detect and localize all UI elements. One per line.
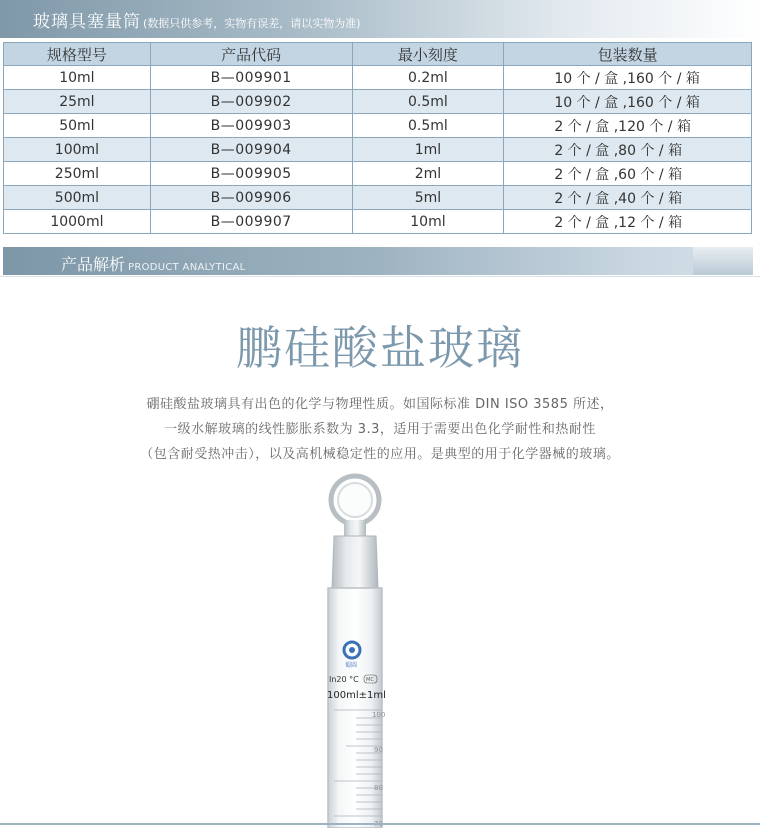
scale-label: 90 <box>374 746 383 754</box>
table-cell: B—009905 <box>150 162 352 186</box>
section-title <box>61 252 246 275</box>
table-cell: 0.5ml <box>352 90 504 114</box>
table-cell: 0.2ml <box>352 66 504 90</box>
table-cell: 2 个 / 盒 ,60 个 / 箱 <box>504 162 752 186</box>
table-cell: 50ml <box>4 114 151 138</box>
table-row <box>4 186 752 210</box>
scale-label: 100 <box>372 711 386 719</box>
section-divider <box>0 276 760 277</box>
table-cell: 0.5ml <box>352 114 504 138</box>
brand-text: 蜀圆 <box>345 662 358 669</box>
spec-table <box>3 42 752 234</box>
table-cell: 25ml <box>4 90 151 114</box>
table-cell: 500ml <box>4 186 151 210</box>
graduated-cylinder-image <box>300 470 410 828</box>
table-cell: 100ml <box>4 138 151 162</box>
column-header: 规格型号 <box>4 43 151 66</box>
page-header-bar <box>0 0 760 38</box>
table-cell: 2 个 / 盒 ,120 个 / 箱 <box>504 114 752 138</box>
table-cell: B—009902 <box>150 90 352 114</box>
table-row <box>4 90 752 114</box>
page-title-note: (数据只供参考，实物有误差，请以实物为准) <box>143 17 361 30</box>
column-header: 包装数量 <box>504 43 752 66</box>
section-decor-tab <box>693 247 753 275</box>
table-cell: 250ml <box>4 162 151 186</box>
temperature-text: In20 °C <box>329 675 359 684</box>
table-row <box>4 138 752 162</box>
table-cell: 10 个 / 盒 ,160 个 / 箱 <box>504 90 752 114</box>
table-cell: 10 个 / 盒 ,160 个 / 箱 <box>504 66 752 90</box>
table-cell: 1ml <box>352 138 504 162</box>
table-cell: B—009906 <box>150 186 352 210</box>
table-header-row <box>4 43 752 66</box>
section-header-bar <box>3 247 753 275</box>
description-line: 一级水解玻璃的线性膨胀系数为 3.3，适用于需要出色化学耐性和热耐性 <box>164 422 596 437</box>
description-line: （包含耐受热冲击），以及高机械稳定性的应用。是典型的用于化学器械的玻璃。 <box>140 447 620 462</box>
table-cell: 10ml <box>4 66 151 90</box>
description-line: 硼硅酸盐玻璃具有出色的化学与物理性质。如国际标准 DIN ISO 3585 所述， <box>146 397 614 412</box>
capacity-text: 100ml±1ml <box>327 690 386 701</box>
table-row <box>4 66 752 90</box>
page-title <box>33 7 361 32</box>
table-cell: 2 个 / 盒 ,80 个 / 箱 <box>504 138 752 162</box>
bottom-divider <box>0 823 760 825</box>
page-title-text: 玻璃具塞量筒 <box>33 12 141 32</box>
scale-label: 80 <box>374 784 383 792</box>
table-cell: 1000ml <box>4 210 151 234</box>
section-subtitle: PRODUCT ANALYTICAL <box>128 262 246 273</box>
table-row <box>4 162 752 186</box>
headline: 鹏硅酸盐玻璃 <box>236 321 524 375</box>
table-row <box>4 210 752 234</box>
table-cell: 10ml <box>352 210 504 234</box>
table-cell: 2 个 / 盒 ,40 个 / 箱 <box>504 186 752 210</box>
table-cell: B—009904 <box>150 138 352 162</box>
table-row <box>4 114 752 138</box>
table-cell: B—009901 <box>150 66 352 90</box>
column-header: 最小刻度 <box>352 43 504 66</box>
table-cell: B—009903 <box>150 114 352 138</box>
mc-mark-text: MC <box>366 677 374 683</box>
table-cell: 5ml <box>352 186 504 210</box>
table-cell: B—009907 <box>150 210 352 234</box>
section-title-text: 产品解析 <box>61 255 126 274</box>
table-cell: 2 个 / 盒 ,12 个 / 箱 <box>504 210 752 234</box>
column-header: 产品代码 <box>150 43 352 66</box>
table-cell: 2ml <box>352 162 504 186</box>
